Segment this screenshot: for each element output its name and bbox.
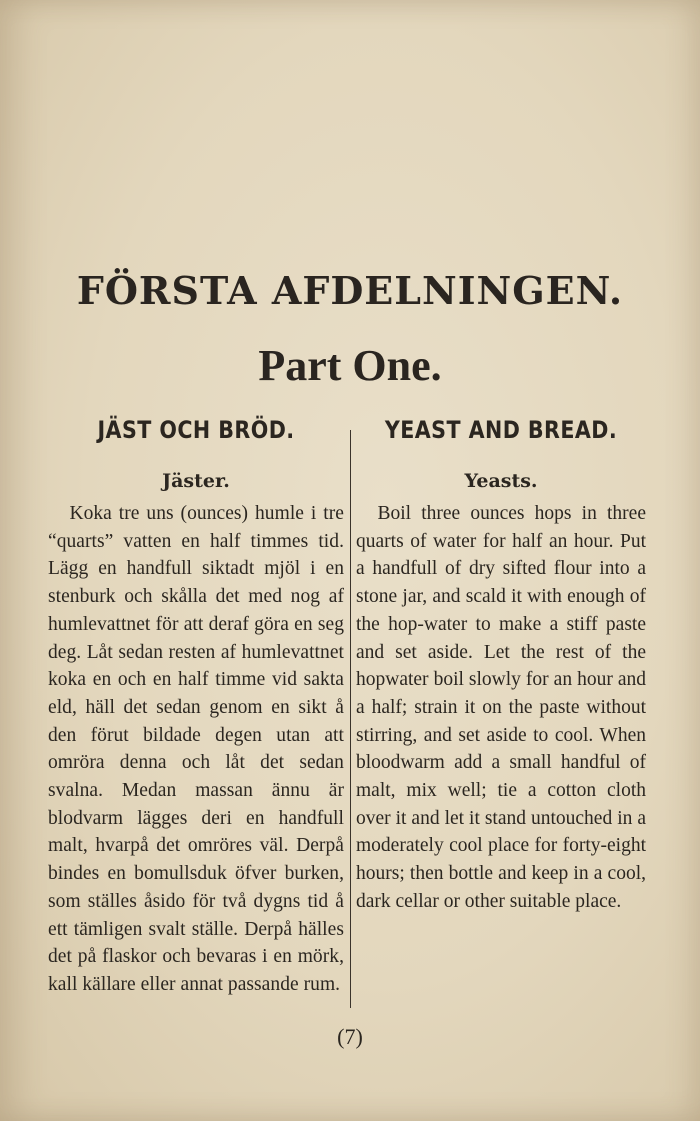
section-title: FÖRSTA AFDELNINGEN.: [76, 268, 624, 313]
english-column: [356, 412, 646, 916]
swedish-column: [48, 412, 344, 999]
swedish-heading: JÄST OCH BRÖD.: [97, 416, 295, 444]
swedish-recipe-text: Koka tre uns (ounces) humle i tre “quarts” vatten en half timmes tid. Lägg en handfull siktadt mjöl i en stenburk och skålla det med nog af humlevattnet för att deraf göra en seg deg. Låt sedan resten af humlevattnet koka en och en half timme vid sakta eld, häll det sedan genom en sikt å den förut bildade degen utan att omröra denna och låt det sedan svalna. Medan massan ännu är blodvarm lägges deri en handfull malt, hvarpå det omröres väl. Derpå bindes en bomullsduk öfver burken, som ställes åsido för två dygns tid å ett tämligen svalt ställe. Derpå hälles det på flaskor och bevaras i en mörk, kall källare eller annat passande rum.: [48, 503, 344, 995]
column-divider: [350, 430, 351, 1008]
english-subheading: Yeasts.: [464, 470, 538, 492]
swedish-subheading: Jäster.: [162, 470, 230, 492]
english-recipe-text: Boil three ounces hops in three quarts of water for half an hour. Put a handfull of dry sifted flour into a stone jar, and scald it with enough of the hop-water to make a stiff paste and set aside. Let the rest of the hopwater boil slowly for an hour and a half; strain it on the paste without stirring, and set aside to cool. When bloodwarm add a small handful of malt, mix well; tie a cotton cloth over it and let it stand untouched in a moderately cool place for forty-eight hours; then bottle and keep in a cool, dark cellar or other suitable place.: [356, 503, 646, 912]
english-heading: YEAST AND BREAD.: [384, 416, 618, 444]
page-number: (7): [337, 1024, 363, 1049]
part-title: Part One.: [258, 341, 442, 390]
